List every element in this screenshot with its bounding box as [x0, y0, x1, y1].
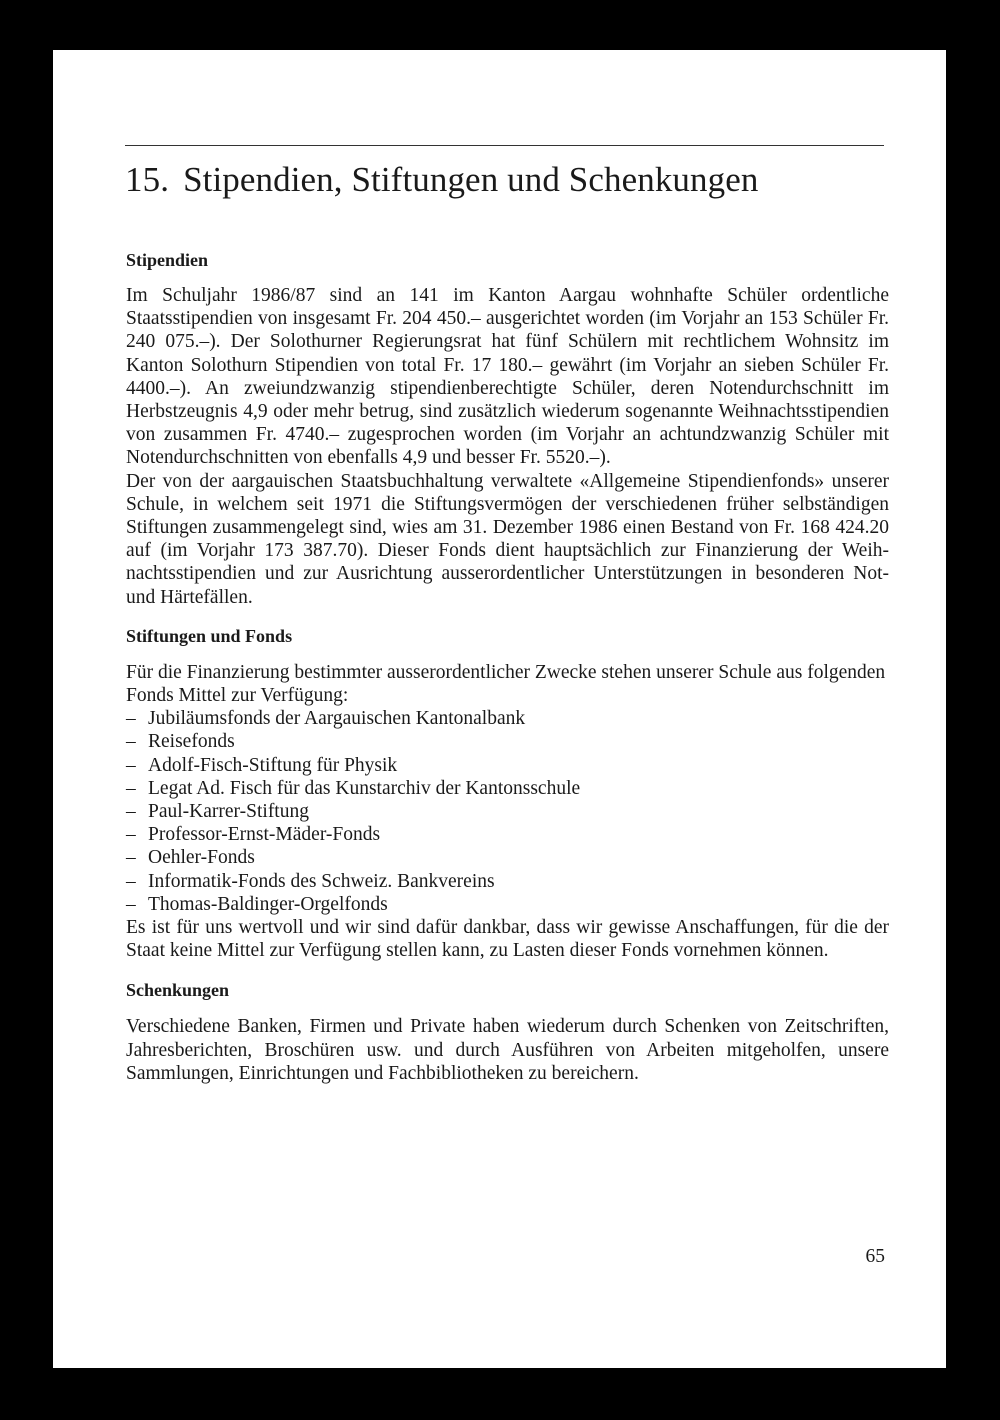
- chapter-title-text: Stipendien, Stiftungen und Schenkungen: [183, 160, 759, 199]
- paragraph-stiftungen-closing: Es ist für uns wertvoll und wir sind dafür dankbar, dass wir gewisse Anschaffungen, für die der Staat keine Mittel zur Verfügung stellen kann, zu Lasten dieser Fonds vornehmen können.: [126, 917, 889, 962]
- list-item: [126, 893, 889, 916]
- chapter-title: [125, 158, 885, 202]
- list-item-text: Reisefonds: [148, 731, 235, 753]
- list-item-text: Legat Ad. Fisch für das Kunstarchiv der Kantonsschule: [148, 777, 581, 799]
- dash-bullet: –: [126, 847, 136, 869]
- fonds-list: [126, 707, 889, 916]
- paragraph-stipendien-1: Im Schuljahr 1986/87 sind an 141 im Kanton Aargau wohnhafte Schüler ordentliche Staatsstipendien von insgesamt Fr. 204 450.– ausgerichtet worden (im Vorjahr an 153 Schüler Fr. 240 075.–). Der Solothurner Regierungsrat hat fünf Schülern mit rechtlichem Wohnsitz im Kanton Solothurn Stipendien von total Fr. 17 180.– gewährt (im Vorjahr an sieben Schüler Fr. 4400.–). An zweiundzwanzig stipendienberechtigte Schüler, deren Notendurchschnitt im Herbstzeugnis 4,9 oder mehr betrug, sind zusätzlich wiederum sogenannte Weihnachtsstipendien von zusammen Fr. 4740.– zugesprochen worden (im Vorjahr an achtundzwanzig Schüler mit Notendurchschnitten von ebenfalls 4,9 und besser Fr. 5520.–).: [126, 285, 889, 469]
- list-item: [126, 870, 889, 893]
- section-stipendien: [126, 248, 889, 609]
- chapter-number: 15.: [125, 160, 170, 199]
- heading-stipendien: Stipendien: [126, 250, 209, 270]
- dash-bullet: –: [126, 870, 136, 892]
- list-item-text: Adolf-Fisch-Stiftung für Physik: [148, 754, 398, 776]
- list-item-text: Oehler-Fonds: [148, 847, 255, 869]
- list-item-text: Thomas-Baldinger-Orgelfonds: [148, 893, 388, 915]
- paragraph-schenkungen: Verschiedene Banken, Firmen und Private haben wiederum durch Schenken von Zeitschriften, Jahresberichten, Broschüren usw. und durch Ausführen von Arbeiten mitgeholfen, unsere Sammlungen, Einrichtungen und Fachbibliotheken zu bereichern.: [126, 1016, 889, 1084]
- dash-bullet: –: [126, 801, 136, 823]
- dash-bullet: –: [126, 824, 136, 846]
- header-rule: [125, 145, 884, 146]
- list-item-text: Informatik-Fonds des Schweiz. Bankvereins: [148, 870, 495, 892]
- heading-stiftungen: Stiftungen und Fonds: [126, 625, 293, 646]
- heading-schenkungen: Schenkungen: [126, 980, 230, 1001]
- dash-bullet: –: [126, 777, 136, 799]
- list-item: [126, 777, 889, 800]
- list-item: [126, 823, 889, 846]
- page-number: 65: [865, 1246, 885, 1267]
- list-item: [126, 707, 889, 730]
- page-content: [126, 248, 889, 1085]
- list-item: [126, 846, 889, 869]
- list-item: [126, 730, 889, 753]
- document-page: [53, 50, 946, 1368]
- dash-bullet: –: [126, 731, 136, 753]
- list-item-text: Paul-Karrer-Stiftung: [148, 801, 309, 823]
- list-item-text: Jubiläumsfonds der Aargauischen Kantonalbank: [148, 708, 526, 730]
- section-schenkungen: [126, 978, 889, 1085]
- dash-bullet: –: [126, 893, 136, 915]
- dash-bullet: –: [126, 754, 136, 776]
- list-item: [126, 800, 889, 823]
- list-item: [126, 754, 889, 777]
- paragraph-stiftungen-intro: Für die Finanzierung bestimmter ausserordentlicher Zwecke stehen unserer Schule aus folgenden Fonds Mittel zur Verfügung:: [126, 661, 886, 707]
- dash-bullet: –: [126, 708, 136, 730]
- section-stiftungen: [126, 624, 889, 963]
- paragraph-stipendien-2: Der von der aargauischen Staatsbuchhaltung verwaltete «Allgemeine Stipendienfonds» unserer Schule, in welchem seit 1971 die Stiftungsvermögen der verschiedenen früher selbständigen Stiftungen zusammengelegt sind, wies am 31. Dezember 1986 einen Bestand von Fr. 168 424.20 auf (im Vorjahr 173 387.70). Dieser Fonds dient hauptsächlich zur Finanzierung der Weihnachtsstipendien und zur Ausrichtung ausserordentlicher Unterstützungen in besonderen Not- und Härtefällen.: [126, 470, 889, 608]
- list-item-text: Professor-Ernst-Mäder-Fonds: [148, 824, 381, 846]
